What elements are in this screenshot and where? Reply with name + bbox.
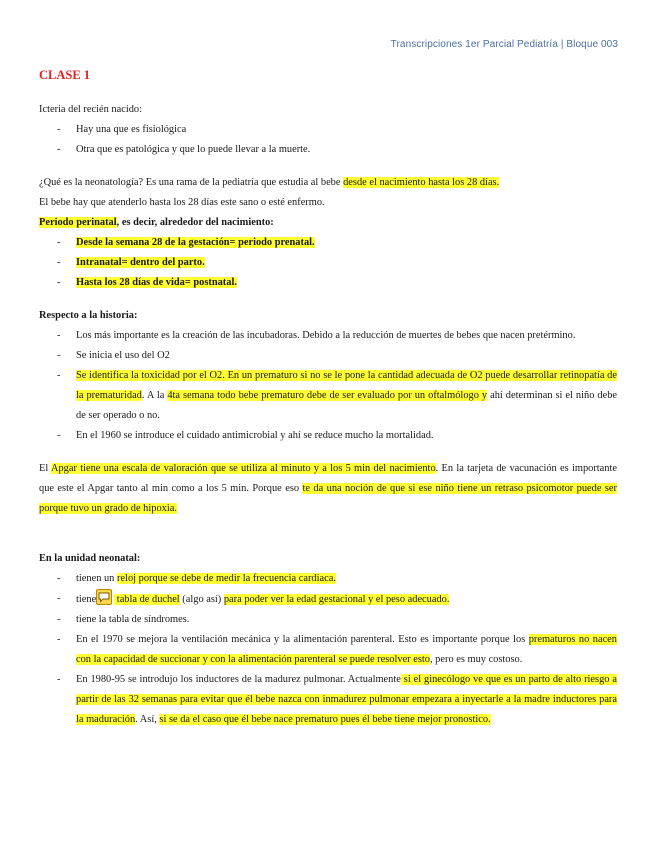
list-item: - tienen un reloj porque se debe de medir la frecuencia cardiaca. xyxy=(39,569,617,589)
highlight: para poder ver la edad gestacional y el peso adecuado. xyxy=(223,594,450,605)
list-item: - Otra que es patológica y que lo puede llevar a la muerte. xyxy=(39,140,617,160)
list-item: - Intranatal= dentro del parto. xyxy=(39,253,617,273)
highlight: 4ta semana todo bebe prematuro debe de ser evaluado por un oftalmólogo y xyxy=(167,390,488,401)
neonatologia-question: ¿Qué es la neonatología? Es una rama de la pediatría que estudia al bebe desde el nacimiento hasta los 28 días. xyxy=(39,177,500,188)
list-item: - Se identifica la toxicidad por el O2. En un prematuro si no se le pone la cantidad adecuada de O2 puede desarrollar retinopatía de la prematuridad. A la 4ta semana todo bebe prematuro debe de ser evaluado por un oftalmólogo y ahí determinan si el niño debe de ser operado o no. xyxy=(39,366,617,426)
list-item: - tiene tabla de duchel (algo así) para poder ver la edad gestacional y el peso adecuado. xyxy=(39,589,617,610)
highlight: prematuros no nacen con la capacidad de succionar y con la alimentación parenteral se puede resolver esto xyxy=(76,634,617,665)
highlight: si se da el caso que él bebe nace prematuro pues él bebe tiene mejor pronostico. xyxy=(159,714,491,725)
highlight: reloj porque se debe de medir la frecuencia cardiaca. xyxy=(116,573,336,584)
highlight: Periodo perinatal xyxy=(39,217,117,228)
page-header: Transcripciones 1er Parcial Pediatría | Bloque 003 xyxy=(390,39,618,50)
section-title: CLASE 1 xyxy=(39,68,91,82)
list-item: - En el 1970 se mejora la ventilación mecánica y la alimentación parenteral. Esto es importante porque los prematuros no nacen con la capacidad de succionar y con la alimentación parenteral se puede resolver esto, pero es muy costoso. xyxy=(39,630,617,670)
historia-heading: Respecto a la historia: xyxy=(39,310,138,321)
highlight: Se identifica la toxicidad por el O2. En un prematuro si no se le pone la cantidad adecuada de O2 puede desarrollar retinopatía de la prematuridad xyxy=(76,370,617,401)
highlight: tabla de duchel xyxy=(114,594,180,605)
ictericia-list xyxy=(39,120,617,160)
perinatal-heading: Periodo perinatal, es decir, alrededor del nacimiento: xyxy=(39,217,274,228)
list-item: - Hay una que es fisiológica xyxy=(39,120,617,140)
highlight: Apgar tiene una escala de valoración que se utiliza al minuto y a los 5 min del nacimiento xyxy=(50,463,436,474)
list-item: - Desde la semana 28 de la gestación= periodo prenatal. xyxy=(39,233,617,253)
list-item: - En 1980-95 se introdujo los inductores de la madurez pulmonar. Actualmente si el ginecólogo ve que es un parto de alto riesgo a partir de las 32 semanas para evitar que él bebe nazca con inmadurez pulmonar empezara a inyectarle a la madre inductores para la maduración. Así, si se da el caso que él bebe nace prematuro pues él bebe tiene mejor pronostico. xyxy=(39,670,617,730)
apgar-paragraph: El Apgar tiene una escala de valoración que se utiliza al minuto y a los 5 min del nacimiento. En la tarjeta de vacunación es importante que este el Apgar tanto al min como a los 5 min. Porque eso te da una noción de que si ese niño tiene un retraso psicomotor puede ser porque tuvo un grado de hipoxia. xyxy=(39,463,618,514)
list-item: - Se inicia el uso del O2 xyxy=(39,346,617,366)
unidad-heading: En la unidad neonatal: xyxy=(39,553,141,564)
list-item: - tiene la tabla de síndromes. xyxy=(39,610,617,630)
document-body xyxy=(39,66,617,730)
highlight: te da una noción de que si ese niño tiene un retraso psicomotor puede ser porque tuvo un grado de hipoxia. xyxy=(39,483,618,514)
unidad-list xyxy=(39,569,617,730)
highlight: si el ginecólogo ve que es un parto de alto riesgo a partir de las 32 semanas para evitar que él bebe nazca con inmadurez pulmonar empezara a inyectarle a la madre inductores para la maduración xyxy=(76,674,617,725)
perinatal-list xyxy=(39,233,617,293)
highlight: desde el nacimiento hasta los 28 días. xyxy=(343,177,500,188)
historia-list xyxy=(39,326,617,446)
list-item: - En el 1960 se introduce el cuidado antimicrobial y ahí se reduce mucho la mortalidad. xyxy=(39,426,617,446)
list-item: - Los más importante es la creación de las incubadoras. Debido a la reducción de muertes de bebes que nacen pretérmino. xyxy=(39,326,617,346)
neonatologia-line: El bebe hay que atenderlo hasta los 28 días este sano o esté enfermo. xyxy=(39,197,325,208)
comment-icon[interactable] xyxy=(96,589,112,605)
ictericia-heading: Icteria del recién nacido: xyxy=(39,104,142,115)
list-item: - Hasta los 28 días de vida= postnatal. xyxy=(39,273,617,293)
